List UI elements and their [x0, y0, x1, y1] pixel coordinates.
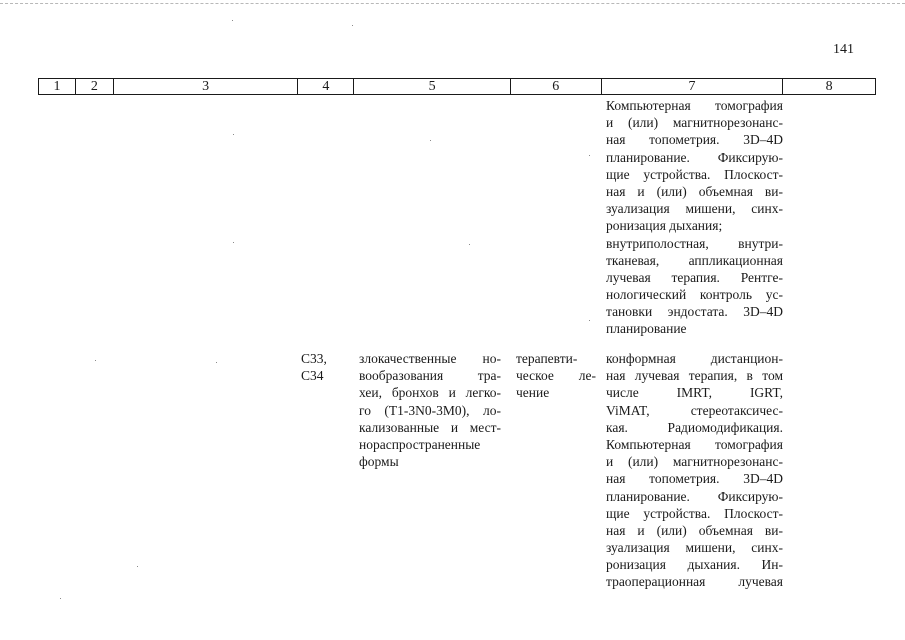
- text-line: ронизация дыхания;: [606, 218, 723, 234]
- scan-speck: [589, 320, 590, 321]
- table-header-row: [38, 78, 876, 95]
- header-col-5: 5: [354, 79, 511, 94]
- scan-speck: [216, 362, 217, 363]
- text-line: тановки эндостата. 3D–4D: [606, 304, 783, 320]
- scan-speck: [430, 140, 431, 141]
- header-col-7: 7: [602, 79, 784, 94]
- text-line: ная и (или) объемная ви-: [606, 183, 783, 199]
- scan-speck: [232, 20, 233, 21]
- text-line: траоперационная лучевая: [606, 574, 783, 590]
- text-line: Компьютерная томография: [606, 98, 783, 113]
- text-line: и (или) магнитнорезонанс-: [606, 115, 783, 131]
- row1-col7-method: [606, 97, 783, 338]
- text-line: и (или) магнитнорезонанс-: [606, 454, 783, 470]
- text-line: Компьютерная томография: [606, 436, 783, 452]
- text-line: зуализация мишени, синх-: [606, 201, 783, 217]
- header-col-4: 4: [298, 79, 354, 94]
- text-line: С33,: [301, 351, 327, 366]
- text-line: вообразования тра-: [359, 368, 501, 384]
- header-col-3: 3: [114, 79, 299, 94]
- header-col-6: 6: [511, 79, 602, 94]
- row2-col6-treatment-type: [516, 350, 596, 402]
- text-line: планирование. Фиксирую-: [606, 488, 783, 504]
- scan-speck: [589, 155, 590, 156]
- scan-speck: [233, 242, 234, 243]
- text-line: ная топометрия. 3D–4D: [606, 471, 783, 487]
- text-line: терапевти-: [516, 351, 578, 366]
- text-line: числе IMRT, IGRT,: [606, 385, 783, 401]
- text-line: нораспространенные: [359, 436, 481, 452]
- text-line: ная и (или) объемная ви-: [606, 522, 783, 538]
- scan-speck: [60, 598, 61, 599]
- text-line: го (Т1-3N0-3M0), ло-: [359, 402, 501, 418]
- text-line: ронизация дыхания. Ин-: [606, 557, 783, 573]
- scan-speck: [137, 566, 138, 567]
- header-col-8: 8: [825, 79, 833, 94]
- text-line: С34: [301, 368, 324, 384]
- scan-speck: [352, 25, 353, 26]
- text-line: щие устройства. Плоскост-: [606, 505, 783, 521]
- text-line: внутриполостная, внутри-: [606, 235, 783, 251]
- scan-top-edge: [0, 3, 905, 4]
- text-line: формы: [359, 454, 399, 470]
- text-line: кализованные и мест-: [359, 419, 501, 435]
- scan-speck: [95, 360, 96, 361]
- text-line: тканевая, аппликационная: [606, 252, 783, 268]
- text-line: ная топометрия. 3D–4D: [606, 132, 783, 148]
- text-line: ная лучевая терапия, в том: [606, 368, 783, 384]
- scan-speck: [233, 134, 234, 135]
- text-line: кая. Радиомодификация.: [606, 419, 783, 435]
- text-line: конформная дистанцион-: [606, 351, 783, 366]
- row2-col5-diagnosis: [359, 350, 501, 470]
- text-line: зуализация мишени, синх-: [606, 540, 783, 556]
- text-line: нологический контроль ус-: [606, 287, 783, 303]
- text-line: лучевая терапия. Рентге-: [606, 269, 783, 285]
- text-line: щие устройства. Плоскост-: [606, 166, 783, 182]
- text-line: чение: [516, 385, 550, 401]
- page-number: 141: [833, 42, 854, 57]
- text-line: планирование. Фиксирую-: [606, 149, 783, 165]
- text-line: ческое ле-: [516, 368, 596, 384]
- text-line: планирование: [606, 321, 687, 337]
- row2-col7-method: [606, 350, 783, 591]
- text-line: ViMAT, стереотаксичес-: [606, 402, 783, 418]
- text-line: хеи, бронхов и легко-: [359, 385, 501, 401]
- text-line: злокачественные но-: [359, 351, 501, 366]
- header-col-2: 2: [76, 79, 114, 94]
- row2-col4-icd-codes: [301, 350, 353, 384]
- scan-speck: [469, 244, 470, 245]
- header-col-1: 1: [39, 79, 76, 94]
